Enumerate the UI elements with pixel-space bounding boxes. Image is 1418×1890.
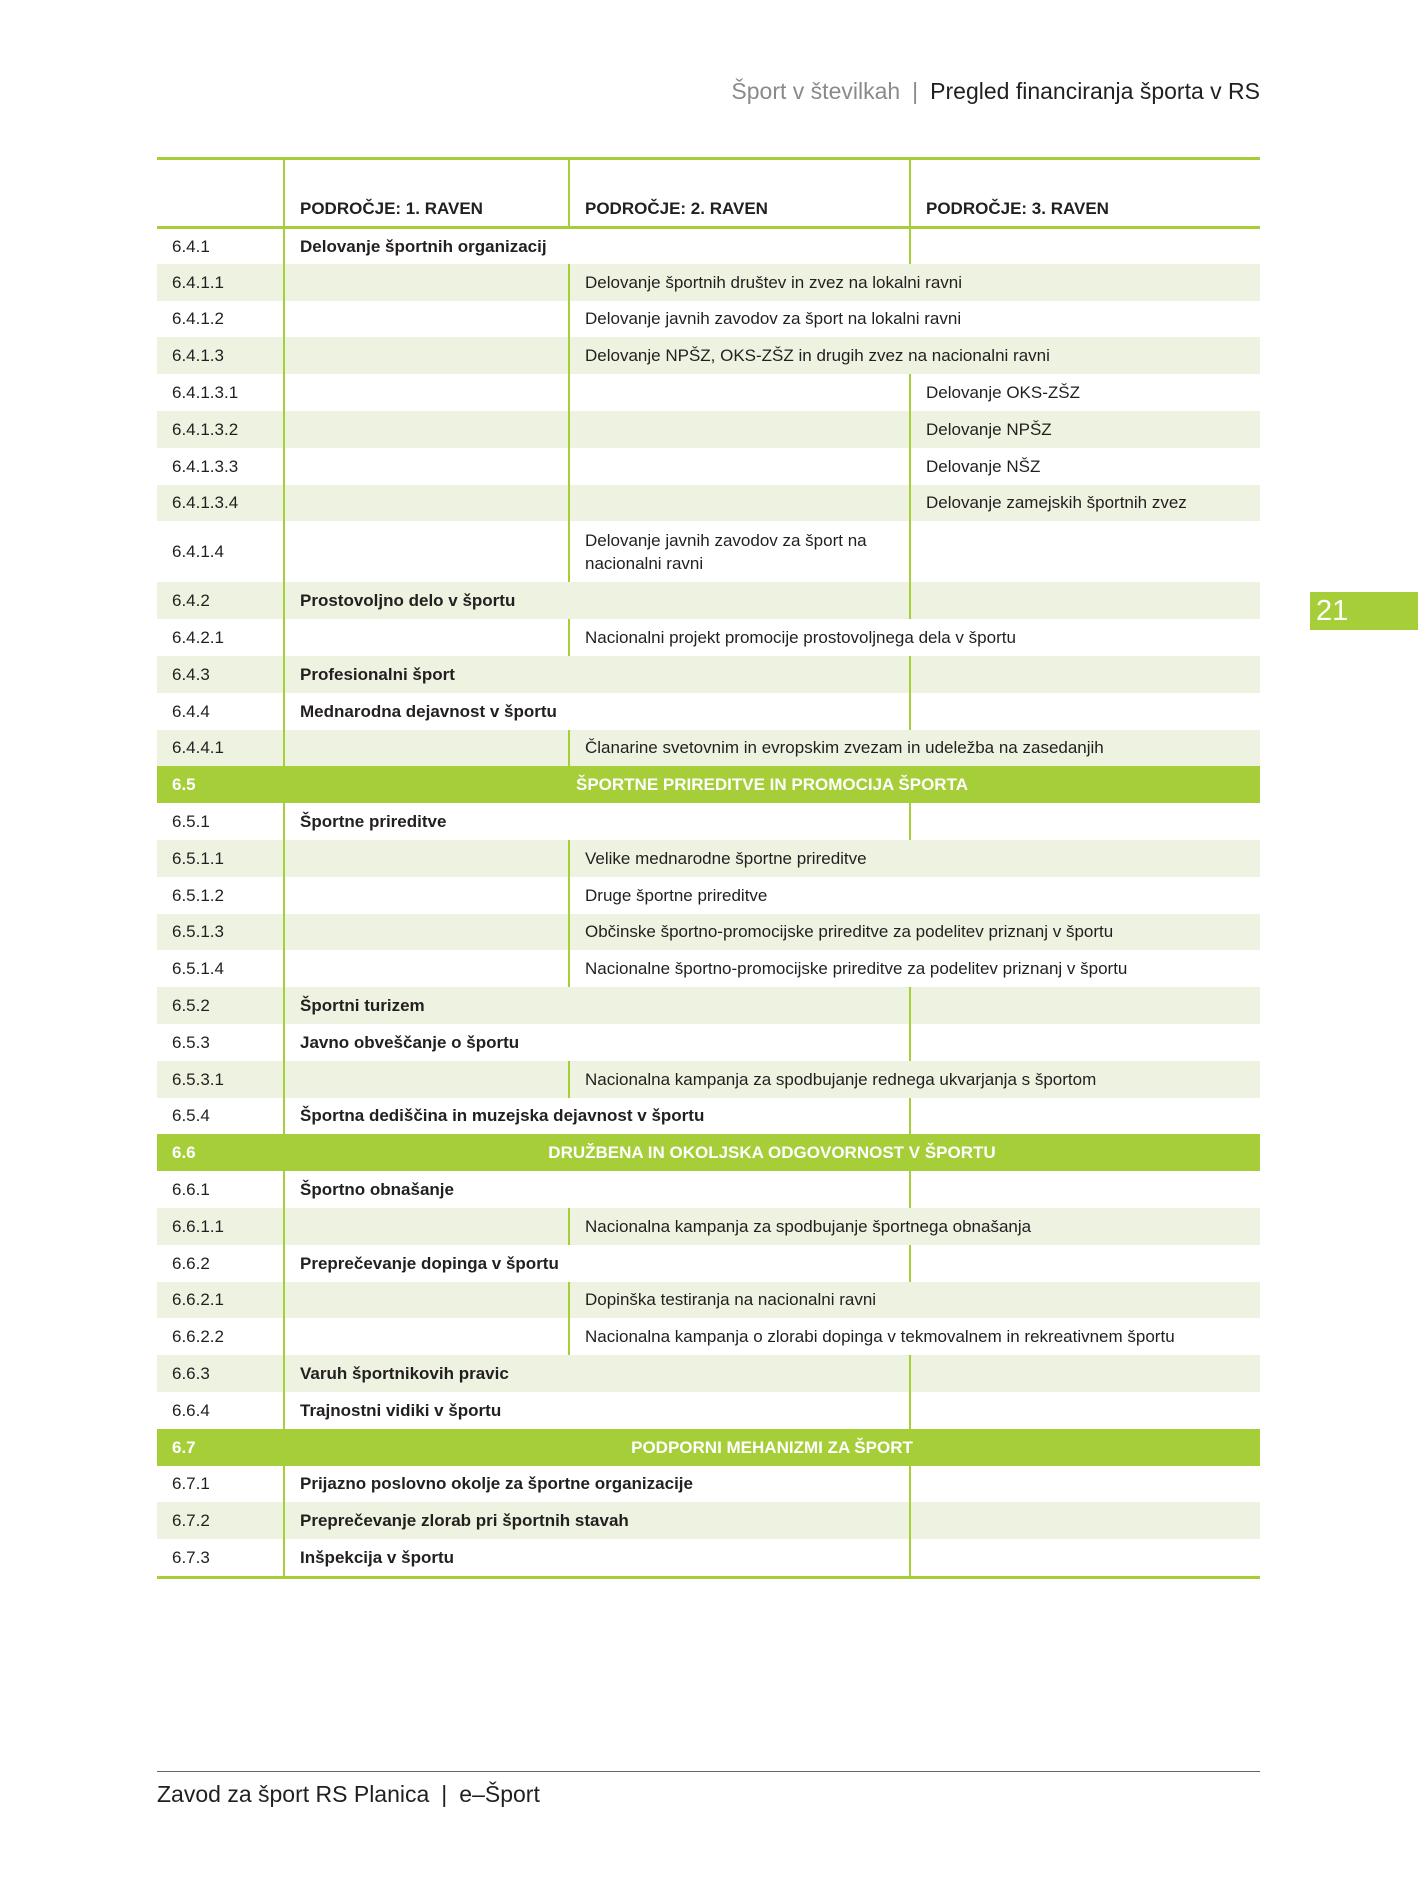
row-code: 6.6.2.2 [172,1327,224,1347]
section-row [157,1134,1260,1171]
row-code: 6.4.1 [172,236,210,256]
row-code: 6.5.1 [172,812,210,832]
level-1-cell: Preprečevanje dopinga v športu [284,1245,910,1282]
table-row [157,1098,1260,1135]
section-code: 6.7 [157,1429,284,1466]
table-row [157,619,1260,656]
level-1-cell: Športno obnašanje [284,1171,910,1208]
level-1-cell: Prostovoljno delo v športu [284,582,910,619]
table-row [157,1392,1260,1429]
level-3-cell: Delovanje NŠZ [910,448,1260,485]
table-row [157,693,1260,730]
level-1-cell: Varuh športnikovih pravic [284,1355,910,1392]
level-1-cell: Delovanje športnih organizacij [284,227,910,264]
row-code: 6.4.1.3 [157,337,284,374]
table-row [157,1502,1260,1539]
level-1-cell [284,264,569,301]
level-2-cell: Druge športne prireditve [569,877,1260,914]
level-1-cell [284,521,569,582]
table-row [157,730,1260,767]
level-3-cell [910,1245,1260,1282]
table-row [157,656,1260,693]
table-row [157,987,1260,1024]
table-row [157,1466,1260,1503]
level-3-cell: Delovanje NPŠZ [910,411,1260,448]
level-3-cell [910,803,1260,840]
table-header-row [157,160,1260,227]
level-2-cell: Dopinška testiranja na nacionalni ravni [569,1282,1260,1319]
row-code: 6.6.3 [157,1355,284,1392]
table-row [157,264,1260,301]
level-3-cell [910,1502,1260,1539]
table-row [157,1318,1260,1355]
row-code: 6.4.2 [157,582,284,619]
level-1-cell: Športni turizem [284,987,910,1024]
table-row [157,877,1260,914]
level-1-cell [284,619,569,656]
row-code: 6.5.1.1 [157,840,284,877]
table-body [157,227,1260,1576]
row-code: 6.6.1 [172,1180,210,1200]
level-3-cell [910,1171,1260,1208]
row-code: 6.4.1.4 [172,542,224,562]
level-1-cell [284,448,569,485]
row-code: 6.6.2.1 [157,1282,284,1319]
level-3-cell [910,1539,1260,1576]
level-1-cell [284,877,569,914]
table-row [157,1539,1260,1576]
column-header-level-2: PODROČJE: 2. RAVEN [569,160,910,227]
table-row [157,950,1260,987]
row-code: 6.5.1.4 [172,959,224,979]
row-code: 6.4.4.1 [157,730,284,767]
row-code: 6.5.2 [157,987,284,1024]
level-2-cell: Članarine svetovnim in evropskim zvezam in udeležba na zasedanjih [569,730,1260,767]
table-row [157,840,1260,877]
level-1-cell: Mednarodna dejavnost v športu [284,693,910,730]
row-code: 6.6.4 [172,1400,210,1420]
table-row [157,914,1260,951]
section-code: 6.5 [157,766,284,803]
table-row [157,1061,1260,1098]
level-3-cell [910,1392,1260,1429]
row-code: 6.4.1.3.4 [157,485,284,522]
level-1-cell: Inšpekcija v športu [284,1539,910,1576]
level-1-cell [284,1282,569,1319]
level-3-cell [910,693,1260,730]
page-number: 21 [1310,592,1418,630]
section-code: 6.6 [157,1134,284,1171]
level-2-cell: Nacionalne športno-promocijske prireditve za podelitev priznanj v športu [569,950,1260,987]
header-section-title: Pregled financiranja športa v RS [930,78,1260,104]
level-1-cell: Športne prireditve [284,803,910,840]
level-1-cell: Profesionalni šport [284,656,910,693]
section-title: PODPORNI MEHANIZMI ZA ŠPORT [284,1429,1260,1466]
level-2-cell [569,448,910,485]
level-1-cell: Prijazno poslovno okolje za športne organizacije [284,1466,910,1503]
level-1-cell: Športna dediščina in muzejska dejavnost v športu [284,1098,910,1135]
level-2-cell: Delovanje javnih zavodov za šport na nacionalni ravni [569,521,910,582]
table-row [157,411,1260,448]
level-2-cell: Velike mednarodne športne prireditve [569,840,1260,877]
level-2-cell: Nacionalni projekt promocije prostovoljnega dela v športu [569,619,1260,656]
level-3-cell [910,1355,1260,1392]
section-row [157,766,1260,803]
footer-divider [157,1771,1260,1772]
level-1-cell [284,1208,569,1245]
level-2-cell: Delovanje športnih društev in zvez na lokalni ravni [569,264,1260,301]
level-2-cell: Delovanje javnih zavodov za šport na lokalni ravni [569,301,1260,338]
column-header-code [157,160,284,227]
level-3-cell [910,582,1260,619]
level-3-cell [910,656,1260,693]
level-2-cell: Občinske športno-promocijske prireditve za podelitev priznanj v športu [569,914,1260,951]
footer-publication: e–Šport [459,1781,540,1807]
table-row [157,1024,1260,1061]
table-row [157,337,1260,374]
level-1-cell [284,411,569,448]
level-3-cell [910,1098,1260,1135]
row-code: 6.4.1.2 [172,309,224,329]
row-code: 6.7.2 [157,1502,284,1539]
level-1-cell: Preprečevanje zlorab pri športnih stavah [284,1502,910,1539]
header-separator: | [912,78,919,104]
level-2-cell [569,374,910,411]
header-publication: Šport v številkah [731,78,901,104]
row-code: 6.5.4 [172,1106,210,1126]
row-code: 6.4.1.3.1 [172,383,239,403]
column-header-level-1: PODROČJE: 1. RAVEN [284,160,569,227]
table-row [157,1208,1260,1245]
row-code: 6.6.1.1 [157,1208,284,1245]
level-3-cell [910,987,1260,1024]
row-code: 6.4.1.3.3 [172,456,239,476]
table-row [157,1355,1260,1392]
level-1-cell: Javno obveščanje o športu [284,1024,910,1061]
row-code: 6.5.1.2 [172,885,224,905]
level-1-cell [284,730,569,767]
level-2-cell [569,411,910,448]
level-2-cell: Nacionalna kampanja za spodbujanje športnega obnašanja [569,1208,1260,1245]
level-1-cell [284,914,569,951]
footer-organization: Zavod za šport RS Planica [157,1781,430,1807]
column-header-level-3: PODROČJE: 3. RAVEN [910,160,1260,227]
level-1-cell [284,1061,569,1098]
row-code: 6.4.1.1 [157,264,284,301]
level-1-cell [284,374,569,411]
table-row [157,1245,1260,1282]
row-code: 6.7.3 [172,1547,210,1567]
level-3-cell [910,227,1260,264]
level-1-cell [284,485,569,522]
level-3-cell: Delovanje zamejskih športnih zvez [910,485,1260,522]
row-code: 6.4.3 [157,656,284,693]
footer-separator: | [441,1781,448,1807]
level-2-cell: Nacionalna kampanja za spodbujanje rednega ukvarjanja s športom [569,1061,1260,1098]
table-row [157,448,1260,485]
row-code: 6.6.2 [172,1253,210,1273]
level-2-cell [569,485,910,522]
row-code: 6.5.1.3 [157,914,284,951]
level-3-cell [910,1466,1260,1503]
section-row [157,1429,1260,1466]
table-row [157,1171,1260,1208]
level-3-cell: Delovanje OKS-ZŠZ [910,374,1260,411]
section-title: ŠPORTNE PRIREDITVE IN PROMOCIJA ŠPORTA [284,766,1260,803]
level-2-cell: Delovanje NPŠZ, OKS-ZŠZ in drugih zvez na nacionalni ravni [569,337,1260,374]
level-1-cell [284,840,569,877]
level-1-cell [284,301,569,338]
level-3-cell [910,1024,1260,1061]
page-footer [157,1781,540,1808]
table-row [157,1282,1260,1319]
row-code: 6.4.4 [172,701,210,721]
row-code: 6.7.1 [172,1474,210,1494]
row-code: 6.5.3 [172,1032,210,1052]
row-code: 6.4.1.3.2 [157,411,284,448]
table-row [157,374,1260,411]
level-1-cell: Trajnostni vidiki v športu [284,1392,910,1429]
table-row [157,301,1260,338]
table-row [157,485,1260,522]
table-row [157,582,1260,619]
level-1-cell [284,1318,569,1355]
financing-table [157,157,1260,1579]
row-code: 6.4.2.1 [172,628,224,648]
table-row [157,521,1260,582]
table-row [157,227,1260,264]
table-row [157,803,1260,840]
section-title: DRUŽBENA IN OKOLJSKA ODGOVORNOST V ŠPORTU [284,1134,1260,1171]
row-code: 6.5.3.1 [157,1061,284,1098]
level-2-cell: Nacionalna kampanja o zlorabi dopinga v tekmovalnem in rekreativnem športu [569,1318,1260,1355]
level-1-cell [284,950,569,987]
level-3-cell [910,521,1260,582]
level-1-cell [284,337,569,374]
page-header [731,78,1260,105]
